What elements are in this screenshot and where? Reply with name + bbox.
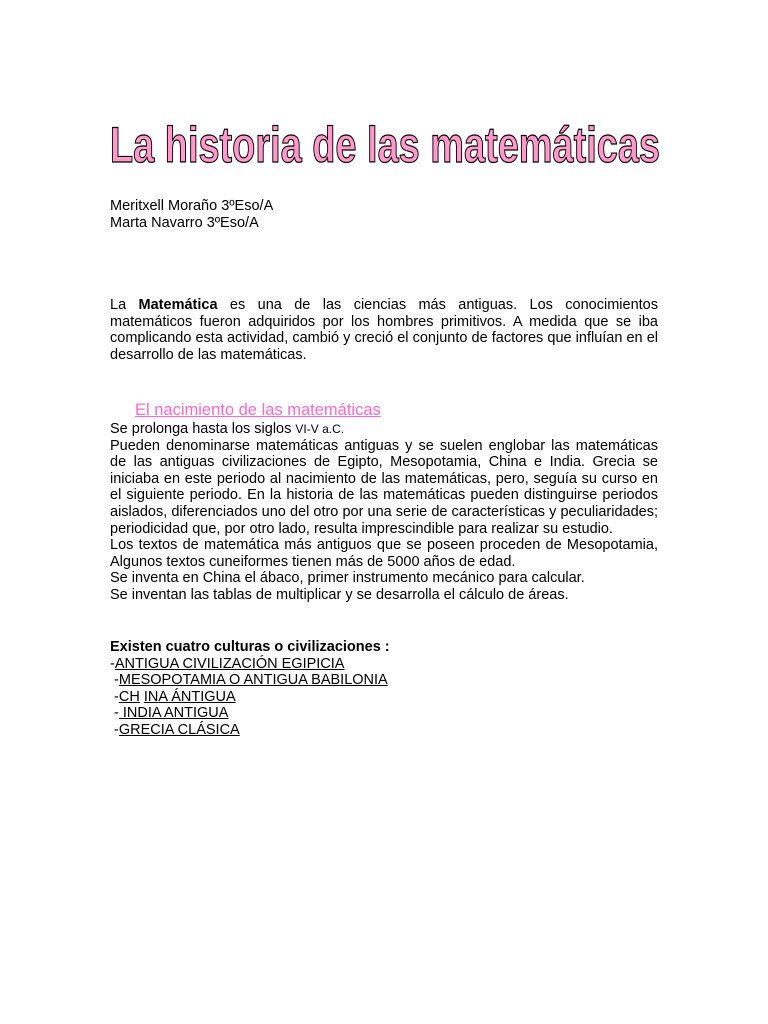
intro-paragraph xyxy=(110,297,658,363)
list-item-india xyxy=(110,705,658,722)
author-1: Meritxell Moraño 3ºEso/A xyxy=(110,198,274,214)
list-dash: - xyxy=(110,705,119,722)
list-item-egipto xyxy=(110,656,658,673)
cultures-list xyxy=(110,639,658,739)
prolonga-centuries: VI-V a.C. xyxy=(295,422,345,436)
title-text: La historia de las matemáticas xyxy=(110,117,660,173)
paragraph-antiguas: Pueden denominarse matemáticas antiguas y se suelen englobar las matemáticas de las antiguas civilizaciones de Egipto, Mesopotamia, China e India. Grecia se iniciaba en este periodo al nacimiento de las matemáticas, pero, seguía su curso en el siguiente periodo. En la historia de las matemáticas pueden distinguirse periodos aislados, diferenciados uno del otro por una serie de características y peculiaridades; periodicidad que, por otro lado, resulta imprescindible para realizar su estudio. xyxy=(110,437,658,537)
link-grecia[interactable]: GRECIA CLÁSICA xyxy=(118,721,240,738)
list-dash: - xyxy=(110,672,119,689)
list-dash: - xyxy=(110,655,115,672)
intro-rest: es una de las ciencias más antiguas. Los conocimientos matemáticos fueron adquiridos por los hombres primitivos. A medida que se iba complicando esta actividad, cambió y creció el conjunto de factores que influían en el desarrollo de las matemáticas. xyxy=(110,297,658,363)
authors-block xyxy=(110,198,273,231)
list-dash: - xyxy=(110,688,119,705)
link-india[interactable]: INDIA ANTIGUA xyxy=(118,705,229,722)
author-2: Marta Navarro 3ºEso/A xyxy=(110,214,259,231)
link-mesopotamia[interactable]: MESOPOTAMIA O ANTIGUA BABILONIA xyxy=(118,672,388,689)
page-title xyxy=(100,100,670,180)
link-egipto[interactable]: ANTIGUA CIVILIZACIÓN EGIPICIA xyxy=(114,655,345,672)
cultures-heading: Existen cuatro culturas o civilizaciones : xyxy=(110,639,390,655)
list-item-grecia xyxy=(110,722,658,739)
paragraph-textos: Los textos de matemática más antiguos que se poseen proceden de Mesopotamia, Algunos textos cuneiformes tienen más de 5000 años de edad. xyxy=(110,537,658,570)
list-dash: - xyxy=(110,721,119,738)
line-tablas: Se inventan las tablas de multiplicar y se desarrolla el cálculo de áreas. xyxy=(110,586,569,603)
link-china-part2[interactable]: INA ÁNTIGUA xyxy=(143,688,236,705)
line-abaco: Se inventa en China el ábaco, primer instrumento mecánico para calcular. xyxy=(110,570,585,587)
intro-lead: La xyxy=(110,297,139,313)
link-china-part1[interactable]: CH xyxy=(118,688,140,705)
prolonga-line xyxy=(110,421,658,438)
intro-bold-term: Matemática xyxy=(138,297,218,313)
section-body xyxy=(110,421,658,604)
section-heading[interactable]: El nacimiento de las matemáticas xyxy=(135,401,381,419)
prolonga-lead: Se prolonga hasta los siglos xyxy=(110,421,296,437)
list-item-china xyxy=(110,689,658,706)
list-item-mesopotamia xyxy=(110,672,658,689)
